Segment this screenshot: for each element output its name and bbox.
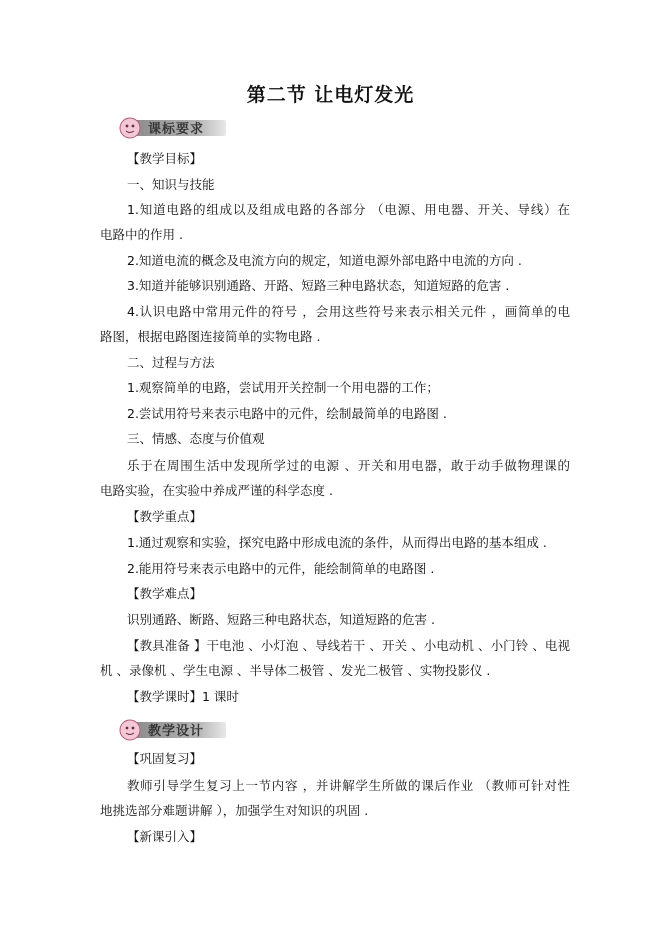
heading-difficulties: 【教学难点】 [127,586,203,601]
section-banner-design [118,718,226,742]
paragraph-line: 2.尝试用符号来表示电路中的元件，绘制最简单的电路图 . [127,406,447,421]
subheading-emotion-values: 三、情感、态度与价值观 [127,431,265,446]
banner-label: 课标要求 [148,122,205,137]
paragraph-line: 【教具准备 】干电池 、小灯泡 、导线若干 、开关 、小电动机 、小门铃 、电视 [127,638,570,653]
section-banner-standards [118,116,226,140]
paragraph-line: 机 、录像机 、学生电源 、半导体二极管 、发光二极管 、实物投影仪 . [100,663,491,678]
paragraph-line: 1.观察简单的电路，尝试用开关控制一个用电器的工作； [127,380,439,395]
paragraph-line: 电路中的作用 . [100,227,183,242]
paragraph-line: 1.通过观察和实验，探究电路中形成电流的条件，从而得出电路的基本组成 . [127,535,547,550]
heading-review: 【巩固复习】 [127,751,203,766]
page-title: 第二节 让电灯发光 [246,84,415,106]
paragraph-line: 识别通路、断路、短路三种电路状态，知道短路的危害 . [127,612,435,627]
paragraph-line: 3.知道并能够识别通路、开路、短路三种电路状态，知道短路的危害 . [127,278,510,293]
heading-class-hours: 【教学课时】1 课时 [127,689,239,704]
heading-key-points: 【教学重点】 [127,509,203,524]
subheading-knowledge: 一、知识与技能 [127,177,215,192]
subheading-process-methods: 二、过程与方法 [127,355,215,370]
paragraph-line: 地挑选部分难题讲解 ），加强学生对知识的巩固 . [100,803,369,818]
paragraph-line: 1.知道电路的组成以及组成电路的各部分 （电源、用电器、开关、导线）在 [127,202,570,217]
paragraph-line: 电路实验，在实验中养成严谨的科学态度 . [100,483,333,498]
heading-teaching-objectives: 【教学目标】 [127,151,203,166]
paragraph-line: 路图，根据电路图连接简单的实物电路 . [100,329,321,344]
paragraph-line: 乐于在周围生活中发现所学过的电源 、开关和用电器，敢于动手做物理课的 [127,458,570,473]
banner-label: 教学设计 [148,724,205,739]
paragraph-line: 2.知道电流的概念及电流方向的规定，知道电源外部电路中电流的方向 . [127,253,522,268]
paragraph-line: 4.认识电路中常用元件的符号 ，会用这些符号来表示相关元件 ，画简单的电 [127,304,570,319]
heading-new-lesson: 【新课引入】 [127,829,203,844]
paragraph-line: 2.能用符号来表示电路中的元件，能绘制简单的电路图 . [127,561,435,576]
paragraph-line: 教师引导学生复习上一节内容 ，并讲解学生所做的课后作业 （教师可针对性 [127,778,570,793]
